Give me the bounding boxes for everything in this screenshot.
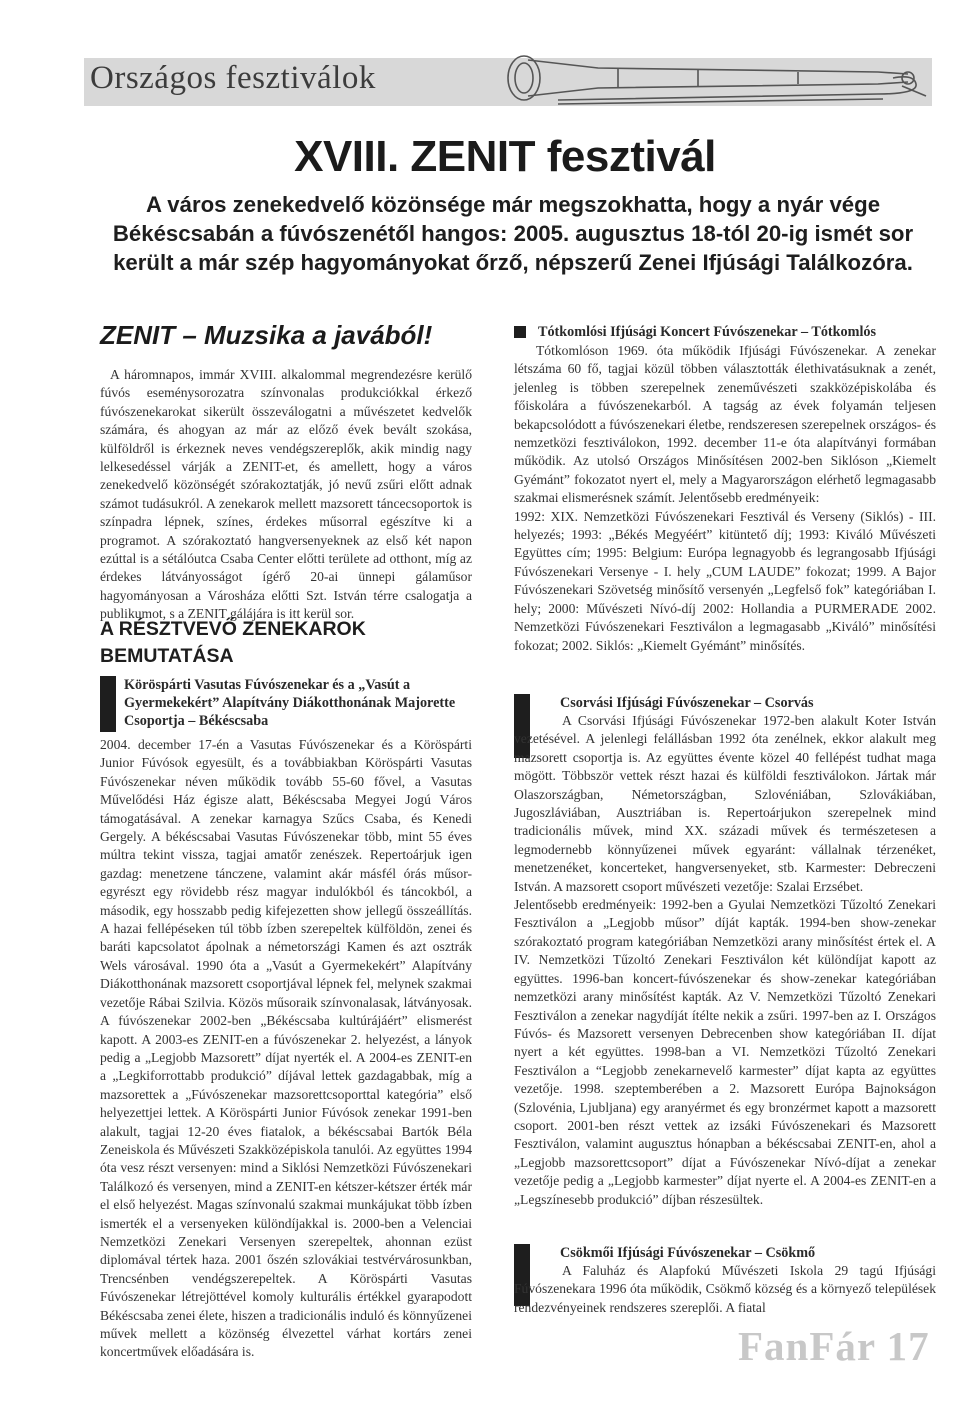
csokmo-column [514,1262,936,1317]
totkomlos-results: 1992: XIX. Nemzetközi Fúvószenekari Fesztivál és Verseny (Siklós) - III. helyezés; 1993: „Békés Megyéért” kitüntető díj; 1993: Kiváló Művészeti Együttes cím; 1995: Belgium: Európa legnagyobb és legrangosabb Ifjúsági Fúvószenekari Versenye - I. hely „CUM LAUDE” fokozat; 1999. A Bajor Fúvószenekari Szövetség minősítő versenyén „Legfelső fok” kategóriában I. hely; 2000: Művészeti Nívó-díj 2002: Hollandia a PURMERADE 2002. Nemzetközi Fúvószenekari Fesztiválon a legmagasabb „Kiváló” minősítési fokozat; 2002. Siklós: „Kiemelt Gyémánt” minősítés. [514,508,936,653]
korosparti-column [100,736,472,1362]
intro-column [100,366,472,624]
intro-paragraph: A háromnapos, immár XVIII. alkalommal megrendezésre kerülő fúvós eseménysorozatra színvonalas produkciókkal érkező fúvószenekarokat sikerült összeválogatni a művészetet kedvelők számára, és ahogyan az már az előző évek bevált szokása, külföldről is érkeznek neves vendégszereplők, akik mindig nagy lelkesedéssel várják a ZENIT-et, és amellett, hogy a város zenekedvelő közönségét szórakoztatják, jó nevű zsűri előtt adnak számot tudásukról. A zenekarok mellett mazsorett táncecsoportok is színpadra lépnek, színes, érdekes műsorral egészítve ki a programot. A szórakoztató hangversenyeknek az első két napon ezúttal is a sétálóutca Csaba Center előtti területe ad otthont, míg az érdekes látványosságot ígérő 20-ai ünnepi gálaműsor hagyományosan a Városháza előtti Szt. István térre csalogatja a publikumot, s a ZENIT gálájára is itt kerül sor. [100,367,472,622]
csokmo-text: A Faluház és Alapfokú Művészeti Iskola 29 tagú Ifjúsági Fúvószenekara 1996 óta működik, Csökmő község és a környező települések rendezvényeinek rendszeres szereplői. A fiatal [514,1263,936,1315]
section-heading: A RÉSZTVEVŐ ZENEKAROK BEMUTATÁSA [100,618,366,667]
bar-marker-icon [100,676,116,732]
article-lead: A város zenekedvelő közönsége már megszokhatta, hogy a nyár vége Békéscsabán a fúvószenétől hangos: 2005. augusztus 18-tól 20-ig ismét sor került a már szép hagyományokat őrző, népszerű Zenei Ifjúsági Találkozóra. [112,192,914,275]
korosparti-title: Köröspárti Vasutas Fúvószenekar és a „Vasút a Gyermekekért” Alapítvány Diákotthonának Majorette Csoportja – Békéscsaba [124,677,456,730]
csorvas-column [514,712,936,1209]
csorvas-title: Csorvási Ifjúsági Fúvószenekar – Csorvás [560,695,814,711]
csokmo-title: Csökmői Ifjúsági Fúvószenekar – Csökmő [560,1245,816,1261]
page-footer: FanFár 17 [738,1323,930,1369]
totkomlos-column [514,342,936,655]
korosparti-text: 2004. december 17-én a Vasutas Fúvószenekar és a Köröspárti Junior Fúvósok egyesült, és a továbbiakban Köröspárti Vasutas Fúvószenekar néven működik tovább 55-60 fővel, a Vasutas Művelődési Ház égisze alatt, Békéscsaba Megyei Jogú Város támogatásával. A zenekar karnagya Szűcs Csaba, és Kenedi Gergely. A békéscsabai Vasutas Fúvószenekar több, mint 55 éves múltra tekint vissza, tagjai amatőr zenészek. Repertoárjuk igen gazdag: menetzene tánczene, valamint akár másfél órás műsor- egyrészt egy rövidebb rész magyar indulókból és táncokból, a második, egy hosszabb pedig kifejezetten show jellegű összeállítás. A hazai fellépéseken túl több ízben szerepeltek külföldön, zenei és baráti kapcsolatot ápolnak a németországi Kamen és azt osztrák Wels városával. 1990 óta a „Vasút a Gyermekekért” Alapítvány Diákotthonának mazsorett csoportjával lépnek fel, melynek szakmai vezetője Rábai Szilvia. Közös műsoraik színvonalasak, látványosak. A fúvószenekar 2002-ben „Békéscsaba kultúrájáért” elismerést kapott. A 2003-es ZENIT-en a fúvószenekar 2. helyezést, a lányok pedig a „Legjobb Mazsorett” díjat nyerték el. A 2004-es ZENIT-en a „Legkiforrottabb produkció” díjával lettek gazdagabbak, míg a mazsorettek a „Fúvószenekar mazsorettcsoporttal kategória” első helyezettjei lettek. A Köröspárti Junior Fúvósok zenekar 1991-ben alakult, tagjai 12-20 éves fiatalok, a békéscsabai Bartók Béla Zeneiskola és Művészeti Szakközépiskola tanulói. Az együttes 1994 óta vesz részt versenyen: mind a Siklósi Nemzetközi Fúvószenekari Találkozó és versenyen, mind a ZENIT-en kétszer-kétszer érték már el első helyezést. Magas színvonalú szakmai munkájukat több ízben ismerték el a versenyeken különdíjakkal is. 2000-ben a Velenciai Nemzetközi Zenekari Versenyen szerepeltek, ahonnan ezüst diplomával tértek haza. 2001 őszén szlovákiai testvérvárosunkban, Trencsénben vendégszerepeltek. A Köröspárti Vasutas Fúvószenekar létrejöttével komoly kulturális értékkel gyarapodott Békéscsaba zenei élete, hiszen a tradicionális induló és könnyűzenei művek mellett a közönség élvezettel várhat kortárs zenei koncertművek előadására is. [100,737,472,1360]
square-bullet-icon [514,326,526,338]
csorvas-text: A Csorvási Ifjúsági Fúvószenekar 1972-ben alakult Koter István vezetésével. A jelenlegi felállásban 1992 óta zenélnek, ekkor alakult meg mazsorett csoportja is. Az együttes évente közel 40 fellépést tudhat maga mögött. Többször vettek részt hazai és külföldi fesztiválokon. Jártak már Olaszországban, Németországban, Szlovéniában, Szlovákiában, Jugoszláviában, Ausztriában is. Repertoárjukon szerepelnek mind tradicionális művek, mind XX. századi művek és természetesen a legmodernebb könnyűzenei művek egyaránt: vállalnak térzenéket, menetzenéket, koncerteket, hangversenyeket, stb. Karmester: Debreczeni István. A mazsorett csoport művészeti vezetője: Szalai Erzsébet. [514,713,936,894]
article-title: XVIII. ZENIT fesztivál [294,132,716,181]
section-title: Országos fesztiválok [90,60,376,96]
totkomlos-title: Tótkomlósi Ifjúsági Koncert Fúvószenekar – Tótkomlós [538,324,877,340]
article-subtitle: ZENIT – Muzsika a javából! [100,320,433,350]
totkomlos-text: Tótkomlóson 1969. óta működik Ifjúsági Fúvószenekar. A zenekar létszáma 60 fő, tagjai közül többen választották élethivatásuknak a zenét, jelenleg is többen szerepelnek zeneművészeti szakközépiskolába és főiskolára a fúvószenekarból. A tagság az évek folyamán teljesen bekapcsolódott a fúvószenekari életbe, rendszeresen szerepelnek országos- és nemzetközi fesztiválokon, 1992. december 11-e óta alapítványi formában működik. Az utolsó Országos Minősítésen 2002-ben Siklóson „Kiemelt Gyémánt” fokozatot nyert el, mely a Magyarországon elérhető legmagasabb szakmai elismerésnek számít. Jelentősebb eredményeik: [514,343,936,506]
csorvas-results: Jelentősebb eredményeik: 1992-ben a Gyulai Nemzetközi Tűzoltó Zenekari Fesztiválon a „Legjobb műsor” díját kapták. 1994-ben show-zenekar szórakoztató program kategóriában Nemzetközi arany minősítést értek el. A IV. Nemzetközi Tűzoltó Zenekari Fesztiválon két különdíjat kapott az együttes. 1996-ban koncert-fúvószenekar és show-zenekar kategóriában nemzetközi arany minősítést kapták. Az V. Nemzetközi Tűzoltó Zenekari Fesztiválon a zenekar nagydíját ítélte nekik a zsűri. 1997-ben az I. Országos Fúvós- és Mazsorett versenyen Debrecenben show kategóriában II. díjat nyert a két együttes. 1998-ban a VI. Nemzetközi Tűzoltó Zenekari Fesztiválon a “Legjobb zenekarnevelő karmester” díjat kapta az együttes vezetője. 1998. szeptemberében a 2. Mazsorett Európa Bajnokságon (Szlovénia, Ljubljana) egy aranyérmet és egy bronzérmet kapott a mazsorett csoport. 2001-ben részt vettek az izsáki Fúvószenekari és Mazsorett Fesztiválon, valamint augusztus hónapban a békéscsabai ZENIT-en, ahol a „Legjobb mazsorettcsoport” díjat a Fúvószenekar Nívó-díjat a zenekar vezetője pedig a „Legjobb karmester” díjat nyerte el. A 2004-es ZENIT-en a „Legszínesebb produkció” díjban részesültek. [514,897,936,1207]
horn-illustration [498,54,932,110]
